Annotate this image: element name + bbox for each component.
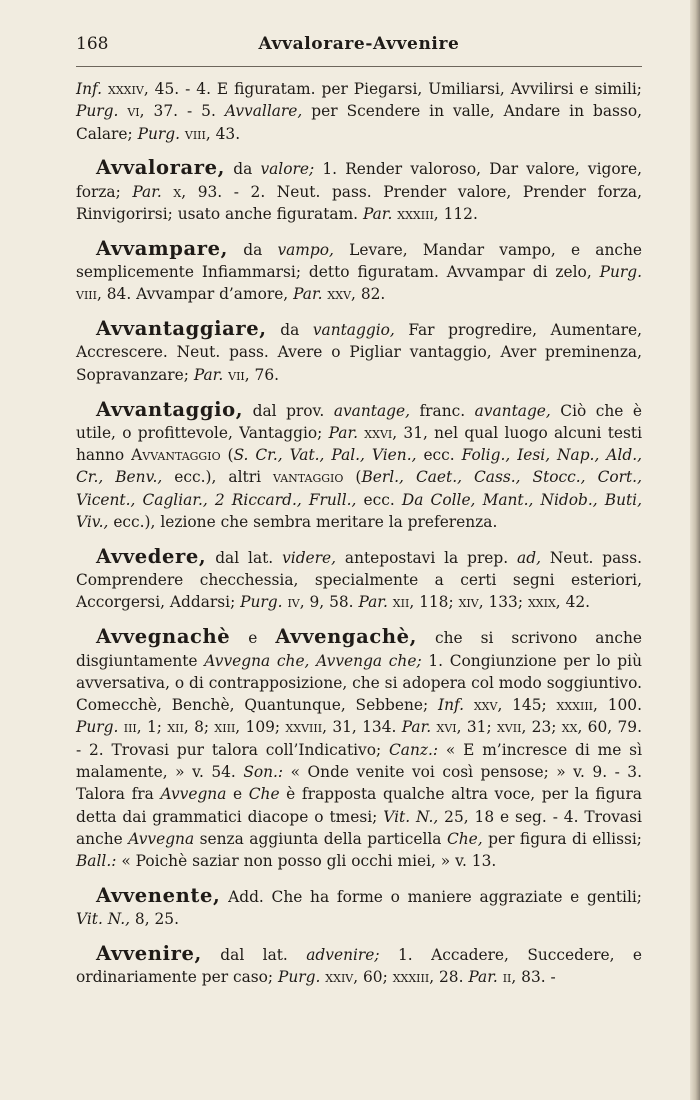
entry-text: , 60;: [353, 968, 393, 987]
headword: Avvampare,: [96, 236, 229, 260]
italic-text: S. Cr., Vat., Pal., Vien.,: [233, 446, 417, 465]
italic-text: Che,: [446, 829, 483, 848]
entry-text: , 84. Avvampar d’amore,: [96, 285, 294, 304]
entry-text: franc.: [409, 401, 475, 420]
entry-text: , 133;: [478, 593, 528, 612]
entry-text: , 109;: [235, 718, 286, 737]
entry-text: , 45. - 4. E figuratam. per Piegarsi, Umiliarsi, Avvilirsi e simili;: [143, 80, 642, 98]
entry-text: da: [225, 160, 261, 179]
entry-text: 1. Render valoroso, Dar valore, vigore, forza;: [76, 160, 642, 201]
entry-text: , 31;: [456, 718, 497, 737]
entry-avvalorare: [76, 157, 642, 225]
entry-text: , 31, 134.: [322, 718, 402, 737]
italic-text: valore;: [260, 160, 315, 179]
entry-text: Levare, Mandar vampo, e anche semplicemente Infiammarsi; detto figuratam. Avvampar di zelo,: [76, 240, 643, 282]
italic-text: Purg.: [76, 718, 119, 737]
italic-text: Par.: [401, 718, 432, 737]
entry-text: « E m’incresce di me sì malamente, » v. 54.: [76, 740, 642, 782]
entry-text: (: [343, 468, 362, 487]
entry-avvantaggio: [76, 399, 642, 534]
small-caps-text: xxv: [473, 696, 498, 715]
headword: Avvantaggiare,: [96, 317, 267, 341]
italic-text: Avvallare,: [224, 102, 303, 121]
italic-text: Avvegna: [160, 785, 227, 804]
headword: Avvenente,: [96, 884, 221, 907]
italic-text: avantage,: [474, 401, 551, 420]
entry-text: Far progredire, Aumentare, Accrescere. Neut. pass. Avere o Pigliar vantaggio, Aver preminenza, Sopravanzare;: [76, 321, 642, 384]
entry-text: , 83. -: [511, 968, 556, 987]
italic-text: Che: [248, 785, 280, 804]
italic-text: Par.: [293, 285, 323, 304]
small-caps-text: iv: [287, 593, 300, 612]
entry-text: dal lat.: [201, 946, 307, 965]
small-caps-text: xxv: [327, 285, 352, 304]
small-caps-text: iii: [123, 718, 137, 737]
entry-text: [464, 696, 474, 714]
entry-text: , 76.: [244, 365, 280, 384]
entry-text: (: [220, 446, 234, 465]
entry-text: e: [226, 785, 249, 804]
small-caps-text: xxviii: [285, 718, 323, 737]
small-caps-text: vi: [127, 102, 140, 121]
entry-avvenire: [76, 943, 642, 989]
small-caps-text: xxxiii: [556, 696, 594, 715]
entry-text: senza aggiunta della particella: [194, 829, 447, 848]
small-caps-text: xxix: [527, 593, 556, 612]
entry-text: , 42.: [555, 593, 591, 612]
entry-text: da: [228, 240, 278, 259]
entry-text: , 28.: [429, 968, 469, 987]
small-caps-text: xvii: [496, 718, 522, 737]
italic-text: videre,: [282, 548, 337, 567]
entry-text: ecc.), lezione che sembra meritare la preferenza.: [108, 513, 498, 532]
entry-text: , 93. - 2. Neut. pass. Prender valore, Prender forza, Rinvigorirsi; usato anche figuratam.: [76, 182, 642, 223]
small-caps-text: vantaggio: [273, 468, 344, 487]
small-caps-text: xxxiv: [108, 80, 144, 98]
small-caps-text: viii: [76, 285, 97, 304]
small-caps-text: xxxiii: [397, 204, 434, 223]
entry-text: che si scrivono anche disgiuntamente: [76, 629, 642, 670]
italic-text: Canz.:: [389, 740, 439, 759]
italic-text: Berl., Caet., Cass., Stocc., Cort., Vicent., Cagliar., 2 Riccard., Frull.,: [76, 468, 642, 509]
entry-text: , 37. - 5.: [139, 102, 225, 121]
small-caps-text: ii: [502, 968, 512, 987]
entry-text: Ciò che è utile, o profittevole, Vantaggio;: [76, 401, 642, 442]
entry-text: , 118;: [409, 593, 459, 612]
entry-text: Add. Che ha forme o maniere aggraziate e gentili;: [220, 888, 642, 906]
small-caps-text: x: [173, 182, 182, 201]
italic-text: vampo,: [277, 240, 334, 259]
small-caps-text: xxiv: [325, 968, 354, 987]
italic-text: Purg.: [240, 593, 283, 612]
small-caps-text: xxvi: [364, 423, 393, 442]
entry-text: , 43.: [205, 124, 241, 143]
header-rule: [76, 66, 642, 67]
headword: Avvengachè,: [275, 625, 418, 649]
entry-avvampare: [76, 238, 642, 306]
entry-text: per figura di ellissi;: [482, 829, 642, 848]
page-header: [76, 34, 642, 60]
entry-text: , 31, nel qual luogo alcuni testi hanno: [76, 423, 642, 465]
small-caps-text: viii: [184, 124, 206, 143]
italic-text: avantage,: [333, 401, 410, 420]
small-caps-text: xiv: [458, 593, 479, 612]
entry-avvegnache: [76, 626, 642, 872]
entry-text: 1. Accadere, Succedere, e ordinariamente per caso;: [76, 946, 642, 987]
entry-text: 1. Congiunzione per lo più avversativa, o di contrapposizione, che si adopera col modo soggiuntivo. Comecchè, Benchè, Quantunque, Sebbene;: [76, 651, 642, 715]
entry-text: [118, 102, 127, 120]
small-caps-text: vii: [228, 365, 245, 384]
small-caps-text: xii: [167, 718, 184, 737]
italic-text: advenire;: [306, 946, 380, 965]
entry-text: 8, 25.: [130, 910, 179, 929]
italic-text: Inf.: [76, 80, 103, 98]
running-title: Avvalorare-Avvenire: [258, 34, 460, 54]
entry-text: ecc.), altri: [162, 468, 274, 487]
italic-text: vantaggio,: [312, 321, 395, 340]
entry-text: è frapposta qualche altra voce, per la figura detta dai grammatici diacope o tmesi;: [76, 785, 642, 826]
headword: Avvenire,: [96, 942, 202, 966]
page-number: 168: [76, 34, 109, 54]
entry-text: ecc.: [356, 490, 402, 509]
italic-text: Par.: [362, 204, 393, 223]
italic-text: Folig., Iesi, Nap., Ald., Cr., Benv.,: [76, 446, 642, 487]
entry-text: , 112.: [433, 204, 478, 223]
headword: Avvedere,: [96, 544, 207, 568]
italic-text: Avvegna che, Avvenga che;: [204, 651, 422, 670]
entry-text: , 1;: [136, 718, 168, 737]
headword: Avvantaggio,: [96, 397, 244, 421]
entry-text: , 9, 58.: [299, 593, 359, 612]
italic-text: Purg.: [76, 102, 119, 121]
italic-text: Da Colle, Mant., Nidob., Buti, Viv.,: [76, 490, 642, 532]
italic-text: Purg.: [137, 124, 180, 143]
entry-text: per Scendere in valle, Andare in basso, Calare;: [76, 102, 642, 143]
page-edge: [690, 0, 700, 1100]
entry-avvedere: [76, 546, 642, 614]
italic-text: Inf.: [438, 696, 465, 715]
italic-text: Par.: [358, 593, 388, 612]
entry-text: , 82.: [351, 285, 386, 304]
italic-text: Vit. N.,: [383, 807, 439, 826]
entry-text: , 100.: [593, 696, 642, 715]
italic-text: Vit. N.,: [76, 910, 131, 929]
entry-text: antepostavi la prep.: [336, 548, 518, 567]
small-caps-text: xvi: [436, 718, 457, 737]
entry-text: « Poichè saziar non posso gli occhi miei, » v. 13.: [116, 852, 497, 871]
entry-text: , 8;: [183, 718, 215, 737]
headword: Avvalorare,: [96, 156, 226, 180]
entry-avvantaggiare: [76, 318, 642, 386]
entry-text: [162, 183, 174, 201]
small-caps-text: xii: [392, 593, 410, 612]
italic-text: Purg.: [278, 968, 321, 987]
small-caps-text: xx: [561, 718, 578, 737]
entry-text: da: [266, 321, 313, 340]
entry-text: dal lat.: [206, 548, 283, 567]
headword: Avvegnachè: [96, 625, 231, 649]
small-caps-text: Avvantaggio: [131, 446, 221, 465]
small-caps-text: xxxiii: [392, 968, 430, 987]
italic-text: ad,: [517, 548, 541, 567]
italic-text: Par.: [468, 968, 498, 987]
italic-text: Ball.:: [76, 852, 117, 871]
small-caps-text: xiii: [214, 718, 236, 737]
italic-text: Son.:: [243, 763, 284, 782]
italic-text: Avvegna: [128, 829, 195, 848]
italic-text: Par.: [193, 365, 224, 384]
entry-text: , 60, 79. - 2. Trovasi pur talora coll’Indicativo;: [76, 718, 642, 759]
entry-text: ecc.: [416, 446, 462, 465]
italic-text: Par.: [328, 423, 359, 442]
entry-continuation: [76, 78, 642, 145]
entry-text: dal prov.: [243, 401, 334, 420]
entry-text: 25, 18 e seg. - 4. Trovasi anche: [76, 807, 642, 848]
entry-text: « Onde venite voi così pensose; » v. 9. - 3. Talora fra: [76, 763, 642, 804]
page-body: [76, 78, 642, 1001]
entry-text: , 23;: [521, 718, 562, 737]
entry-text: e: [230, 629, 276, 648]
italic-text: Purg.: [599, 263, 642, 282]
entry-text: Neut. pass. Comprendere checchessia, specialmente a certi segni esteriori, Accorgersi, Addarsi;: [76, 548, 642, 612]
entry-text: , 145;: [497, 696, 557, 715]
italic-text: Par.: [132, 182, 162, 201]
entry-avvenente: [76, 885, 642, 931]
